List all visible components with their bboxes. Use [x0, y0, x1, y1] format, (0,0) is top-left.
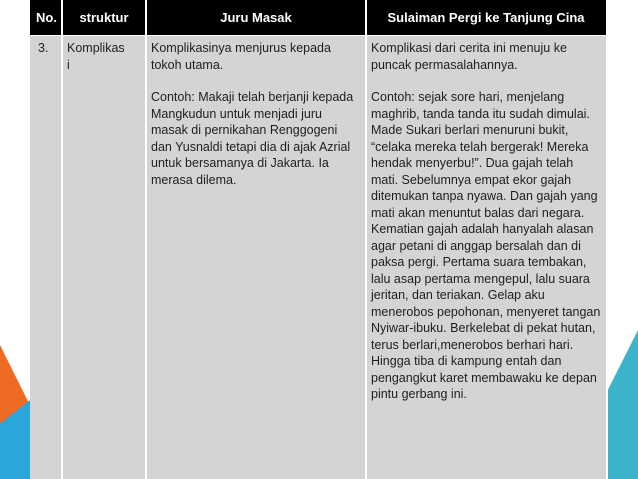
sulaiman-example: Contoh: sejak sore hari, menjelang maghrib, tanda tanda itu sudah dimulai. Made Sukari berlari menuruni bukit, “celaka mereka telah bergerak! Mereka hendak menyerbu!”. Dua gajah telah mati. Sebelumnya empat ekor gajah ditemukan tanpa nyawa. Dan gajah yang mati akan menuntut balas dari negara. Kematian gajah adalah hanyalah alasan agar petani di anggap bersalah dan di paksa pergi. Pertama suara tembakan, lalu asap pertama mengepul, lalu suara jeritan, dan teriakan. Gelap aku menerobos pepohonan, menyeret tangan Nyiwar-ibuku. Berkelebat di pekat hutan, terus berlari,menerobos berhari hari. Hingga tiba di kampung entah dan pengangkut karet membawaku ke depan pintu gerbang ini. — [371, 90, 601, 401]
struktur-line-1: Komplikas — [67, 41, 125, 55]
table-header-row — [30, 0, 606, 35]
sulaiman-intro: Komplikasi dari cerita ini menuju ke puncak permasalahannya. — [371, 41, 567, 72]
column-divider — [61, 0, 63, 479]
juru-masak-intro: Komplikasinya menjurus kepada tokoh utama. — [151, 41, 331, 72]
table-row — [30, 36, 606, 479]
comparison-table — [30, 0, 606, 479]
cell-no: 3. — [38, 41, 49, 55]
cell-sulaiman — [366, 36, 606, 479]
header-no: No. — [36, 10, 57, 25]
struktur-line-2: i — [67, 57, 70, 72]
decorative-teal-shape — [608, 330, 638, 479]
header-struktur: struktur — [79, 10, 129, 25]
cell-struktur — [62, 36, 146, 479]
cell-juru-masak — [146, 36, 366, 479]
column-divider — [365, 0, 367, 479]
juru-masak-example: Contoh: Makaji telah berjanji kepada Mangkudun untuk menjadi juru masak di pernikahan Renggogeni dan Yusnaldi tetapi dia di ajak Azrial untuk bersamanya di Jakarta. Ia merasa dilema. — [151, 90, 354, 187]
column-divider — [145, 0, 147, 479]
header-juru-masak: Juru Masak — [220, 10, 292, 25]
header-sulaiman: Sulaiman Pergi ke Tanjung Cina — [387, 10, 585, 25]
